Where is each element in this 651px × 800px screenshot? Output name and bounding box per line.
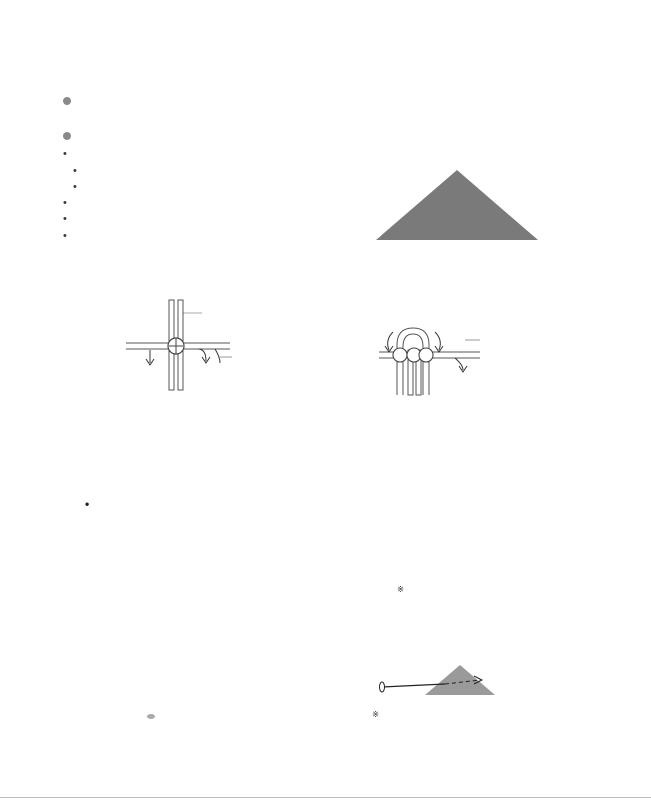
materials-heading — [63, 130, 75, 144]
gear-icon — [63, 97, 71, 105]
legend — [147, 711, 160, 721]
material-item: • — [63, 148, 67, 160]
knot-diagram-2 — [365, 320, 485, 400]
material-item: • — [73, 165, 77, 177]
step-3-scheme — [383, 531, 618, 570]
scheme-title: • — [85, 497, 90, 511]
bead-legend-icon — [147, 714, 155, 719]
step-1-scheme — [258, 531, 378, 582]
size-heading — [63, 95, 75, 109]
variant-heading — [63, 37, 73, 61]
material-item: • — [73, 181, 77, 193]
divider — [0, 797, 651, 798]
material-item: • — [63, 197, 67, 209]
gear-icon — [63, 132, 71, 140]
material-item: • — [63, 230, 67, 242]
knot-diagram-1 — [120, 295, 340, 395]
material-item: • — [63, 213, 67, 225]
post-diagram — [370, 660, 520, 705]
note-post: ※ — [372, 709, 380, 719]
step-2-top — [350, 398, 580, 437]
note-step-3: ※ — [397, 584, 405, 594]
product-photo — [372, 162, 542, 252]
step-2-scheme — [265, 626, 625, 640]
step-1-top — [117, 402, 307, 428]
